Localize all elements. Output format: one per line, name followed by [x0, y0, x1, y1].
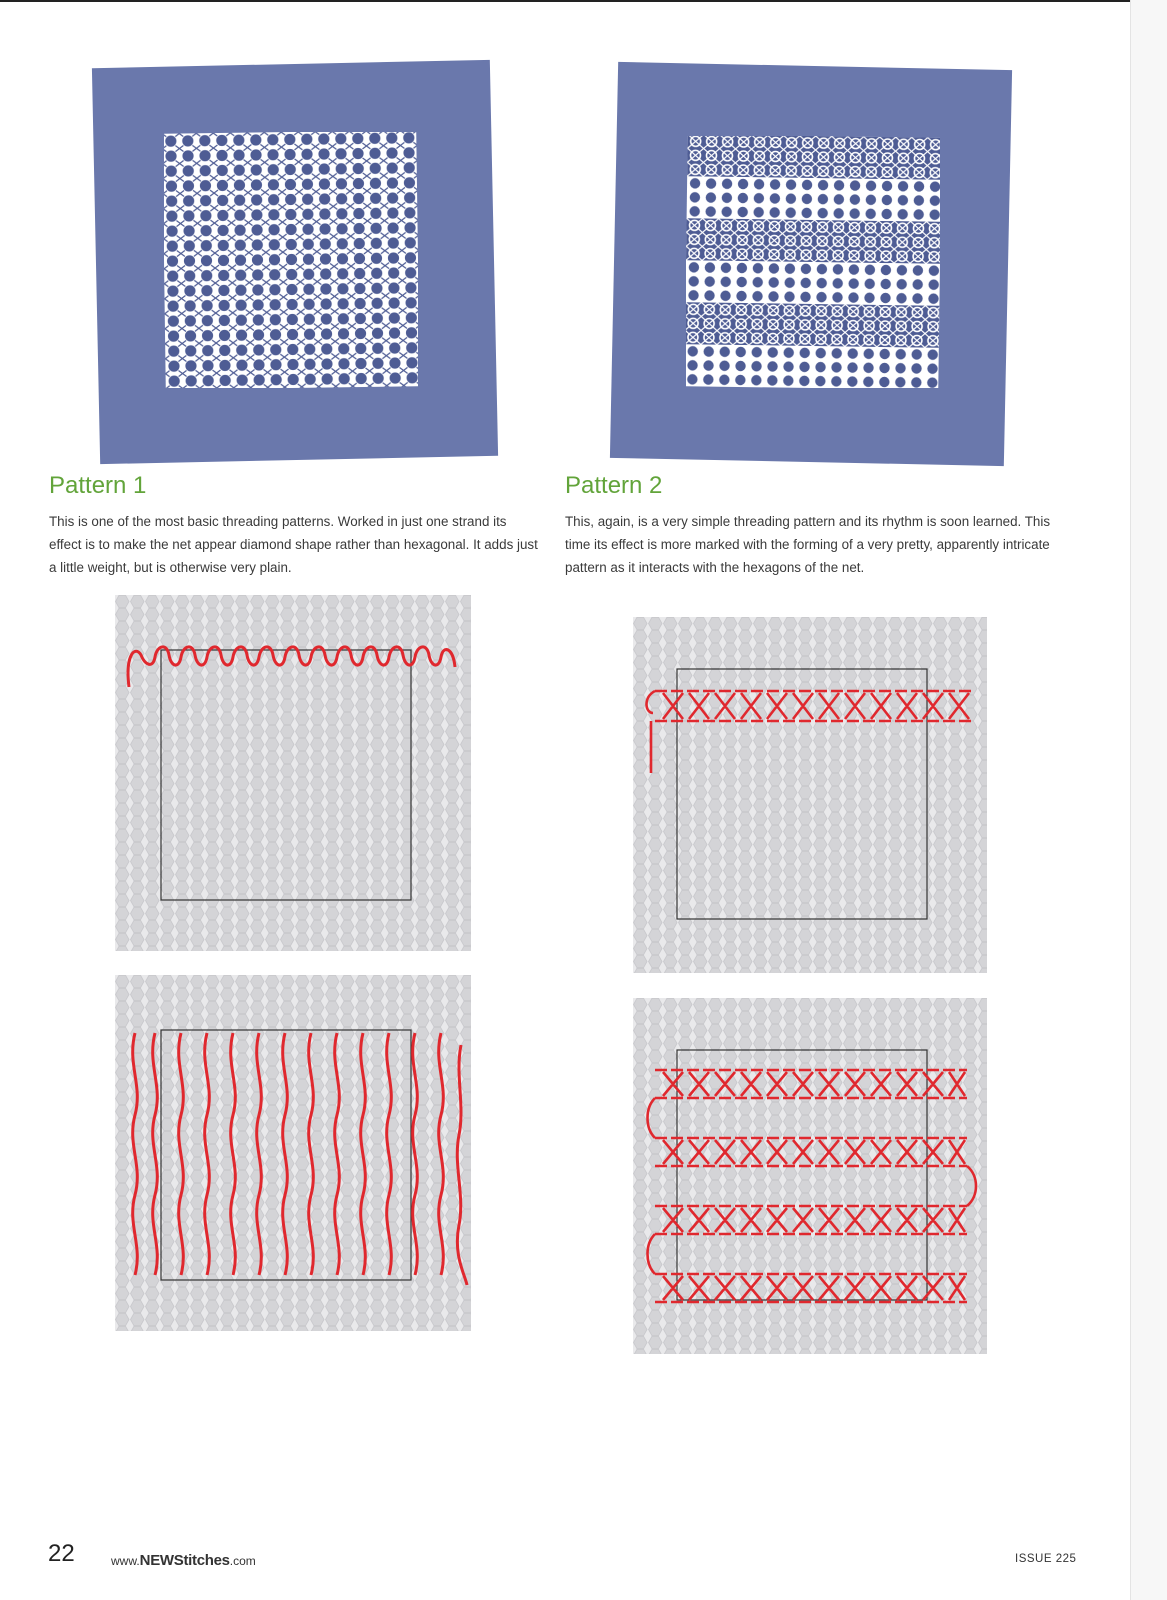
pattern1-photo	[96, 64, 494, 460]
url-brand: NEWStitches	[139, 1552, 230, 1569]
pattern1-lace-sample	[164, 132, 418, 388]
pattern2-description: This, again, is a very simple threading pattern and its rhythm is soon learned. This time its effect is more marked with the forming of a very pretty, apparently intricate pattern as it interacts with the hexagons of the net.	[565, 514, 1051, 575]
url-suffix: .com	[229, 1554, 256, 1568]
pattern1-diagram-step2	[115, 975, 471, 1331]
pattern2-heading: Pattern 2	[565, 472, 663, 499]
pattern2-lace-sample	[686, 136, 940, 388]
pattern2-photo	[614, 66, 1008, 462]
pattern2-diagram-step1	[633, 617, 987, 973]
pattern2-diagram-step2	[633, 998, 987, 1354]
page-number: 22	[48, 1540, 75, 1567]
pattern1-description: This is one of the most basic threading patterns. Worked in just one strand its effect is to make the net appear diamond shape rather than hexagonal. It adds just a little weight, but is otherwise very plain.	[49, 514, 538, 575]
magazine-url	[111, 1552, 256, 1569]
issue-number: ISSUE 225	[1015, 1553, 1077, 1565]
top-rule	[0, 0, 1130, 2]
pattern1-heading: Pattern 1	[49, 472, 147, 499]
url-prefix: www.	[111, 1554, 140, 1568]
page-edge	[1130, 0, 1167, 1600]
pattern1-diagram-step1	[115, 595, 471, 951]
